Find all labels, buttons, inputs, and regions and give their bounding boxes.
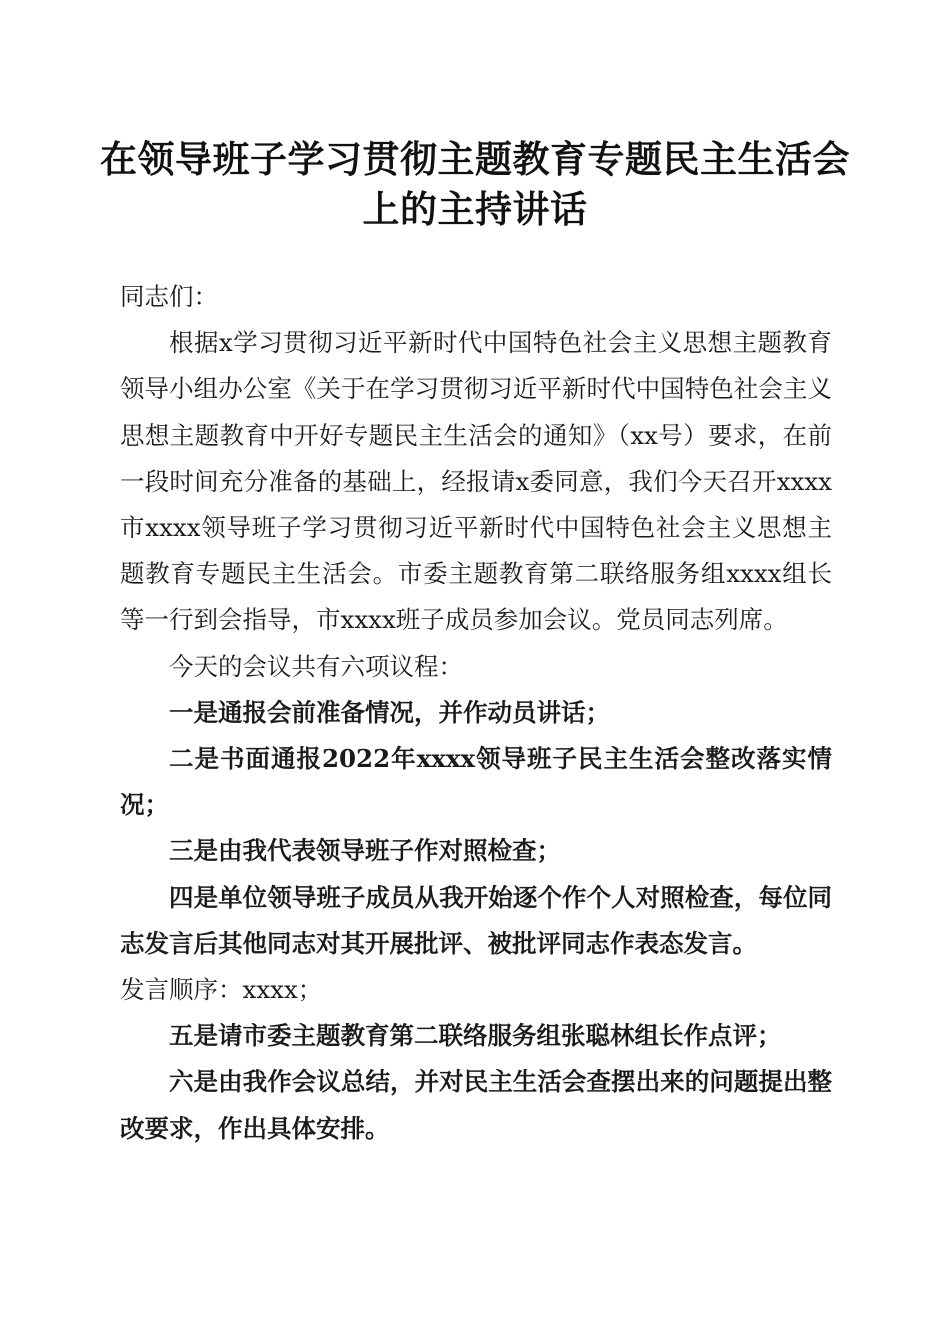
agenda-item-4: 四是单位领导班子成员从我开始逐个作个人对照检查，每位同志发言后其他同志对其开展批评、被批评同志作表态发言。 (120, 882, 832, 958)
document-title-line-2: 上的主持讲话 (362, 187, 588, 231)
intro-paragraph: 根据x学习贯彻习近平新时代中国特色社会主义思想主题教育领导小组办公室《关于在学习贯彻习近平新时代中国特色社会主义思想主题教育中开好专题民主生活会的通知》（xx号）要求，在前一段时间充分准备的基础上，经报请x委同意，我们今天召开xxxx市xxxx领导班子学习贯彻习近平新时代中国特色社会主义思想主题教育专题民主生活会。市委主题教育第二联络服务组xxxx组长等一行到会指导，市xxxx班子成员参加会议。党员同志列席。 (120, 328, 832, 635)
document-title-line-1: 在领导班子学习贯彻主题教育专题民主生活会 (100, 137, 850, 181)
agenda-item-5: 五是请市委主题教育第二联络服务组张聪林组长作点评； (169, 1021, 782, 1051)
agenda-intro: 今天的会议共有六项议程： (169, 651, 463, 681)
agenda-item-1: 一是通报会前准备情况，并作动员讲话； (169, 697, 610, 727)
agenda-item-6: 六是由我作会议总结，并对民主生活会查摆出来的问题提出整改要求，作出具体安排。 (120, 1067, 832, 1143)
speaking-order: 发言顺序：xxxx； (120, 975, 323, 1005)
agenda-item-2: 二是书面通报2022年xxxx领导班子民主生活会整改落实情况； (120, 744, 832, 820)
salutation: 同志们： (120, 282, 218, 311)
document-body (120, 274, 832, 1152)
agenda-item-3: 三是由我代表领导班子作对照检查； (169, 836, 561, 866)
